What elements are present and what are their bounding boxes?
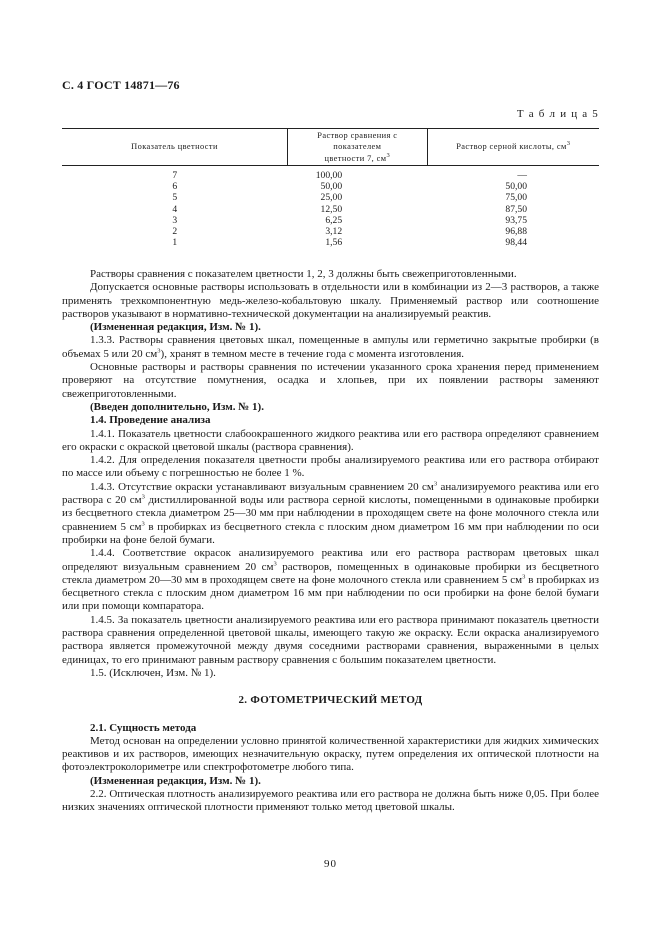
amendment-note: (Введен дополнительно, Изм. № 1).: [90, 400, 264, 413]
body-paragraph: 1.4.2. Для определения показателя цветности пробы анализируемого реактива или его раствора отбирают по массе или объему с погрешностью не более 1 %.: [62, 454, 599, 480]
chapter-title: 2. ФОТОМЕТРИЧЕСКИЙ МЕТОД: [238, 694, 423, 707]
table-row: [62, 215, 599, 226]
body-paragraph: 1.4.4. Соответствие окрасок анализируемого реактива или его раствора растворам цветовых шкал определяют визуальным сравнением 20 $см^3$ растворов, помещенных в одинаковые пробирки из бесцветного стекла диаметром 20—30 мм в проходящем свете на фоне молочного стекла или сравнением 5 $см^3$ в пробирках из бесцветного стекла с плоским дном диаметром 16 мм при наблюдении по оси пробирки на фоне белой бумаги или при помощи компаратора.: [62, 547, 599, 613]
table-row: [62, 181, 599, 192]
table-cell: 7: [172, 170, 178, 181]
table-row: [62, 166, 599, 182]
body-paragraph: 1.4.1. Показатель цветности слабоокрашенного жидкого реактива или его раствора определяют сравнением его окраски с окраской цветовой шкалы (раствора сравнения).: [62, 427, 599, 453]
table-cell: 50,00: [320, 181, 343, 193]
table-cell: 98,44: [505, 237, 527, 249]
table-cell: —: [517, 170, 527, 181]
table-cell: 5: [172, 192, 178, 204]
amendment-note: (Измененная редакция, Изм. № 1).: [90, 774, 261, 787]
table-cell: 75,00: [505, 192, 527, 204]
table-cell: 6,25: [325, 214, 343, 226]
table-cell: 87,50: [505, 203, 527, 215]
table-row: [62, 204, 599, 215]
page-number: 90: [324, 858, 337, 870]
table-cell: 6: [172, 181, 178, 193]
table-cell: 3,12: [325, 226, 343, 238]
body-paragraph: Растворы сравнения с показателем цветности 1, 2, 3 должны быть свежеприготовленными.: [90, 268, 517, 280]
body-paragraph: 1.5. (Исключен, Изм. № 1).: [90, 666, 216, 679]
body-paragraph: 2.2. Оптическая плотность анализируемого реактива или его раствора не должна быть ниже 0,05. При более низких значениях оптической плотности применяют только метод цветовой шкалы.: [62, 787, 599, 814]
section-heading: 1.4. Проведение анализа: [90, 414, 211, 427]
table-cell: 4: [172, 203, 178, 215]
table-cell: 96,88: [505, 226, 527, 238]
table-header-row: [62, 129, 599, 166]
document-body: [62, 268, 599, 815]
table-caption: Т а б л и ц а 5: [516, 108, 599, 120]
color-index-table: [62, 128, 599, 248]
body-paragraph: Метод основан на определении условно принятой количественной характеристики для жидких химических реактивов и их растворов, имеющих незначительную окраску, путем определения их оптической плотности на фотоэлектроколориметре или спектрофотометре любого типа.: [62, 734, 599, 774]
table-cell: 25,00: [320, 192, 343, 204]
body-paragraph: 1.4.3. Отсутствие окраски устанавливают визуальным сравнением 20 $см^3$ анализируемого реактива или его раствора с 20 $см^3$ дистиллированной воды или раствора серной кислоты, помещенными в одинаковые пробирки из бесцветного стекла диаметром 25—30 мм при наблюдении в проходящем свете на фоне молочного стекла или сравнением 5 $см^3$ в пробирках из бесцветного стекла с плоским дном диаметром 16 мм при наблюдении по оси пробирки на фоне белой бумаги.: [62, 480, 599, 546]
body-paragraph: 1.3.3. Растворы сравнения цветовых шкал, помещенные в ампулы или герметично закрытые пробирки (в объемах 5 или 20 $см^3$), хранят в темном месте в течение года с момента изготовления.: [62, 334, 599, 360]
page-header: С. 4 ГОСТ 14871—76: [62, 78, 180, 92]
table-row: [62, 226, 599, 237]
table-cell: 1,56: [325, 237, 343, 249]
body-paragraph: 1.4.5. За показатель цветности анализируемого реактива или его раствора принимают показатель цветности раствора сравнения определенной цветовой шкалы, имеющего такую же окраску. Если окраска анализируемого раствора является промежуточной между двумя соседними растворами сравнения, выраженными в целых единицах, то его принимают равным раствору сравнения с большим показателем цветности.: [62, 613, 599, 666]
amendment-note: (Измененная редакция, Изм. № 1).: [90, 321, 261, 334]
table-cell: 50,00: [505, 181, 527, 193]
table-cell: 93,75: [505, 214, 527, 226]
table-row: [62, 237, 599, 248]
table-cell: 12,50: [320, 203, 343, 215]
table-cell: 1: [172, 237, 178, 249]
table-cell: 3: [172, 214, 178, 226]
table-header-cell: Раствор сравнения с показателем цветности 7, $см^3$: [288, 129, 428, 166]
table-cell: 100,00: [315, 170, 343, 181]
table-row: [62, 192, 599, 203]
table-header-cell: Раствор серной кислоты, $см^3$: [427, 129, 599, 166]
table-cell: 2: [172, 226, 178, 238]
table-header-cell: Показатель цветности: [62, 129, 288, 166]
body-paragraph: Допускается основные растворы использовать в отдельности или в комбинации из 2—3 растворов, а также применять трехкомпонентную медь-железо-кобальтовую шкалу. Применяемый раствор или соотношение растворов указывают в нормативно-технической документации на анализируемый реактив.: [62, 281, 599, 320]
section-heading: 2.1. Сущность метода: [90, 721, 197, 734]
body-paragraph: Основные растворы и растворы сравнения по истечении указанного срока хранения перед применением проверяют на отсутствие помутнения, осадка и хлопьев, при их появлении растворы заменяют свежеприготовленными.: [62, 361, 599, 400]
